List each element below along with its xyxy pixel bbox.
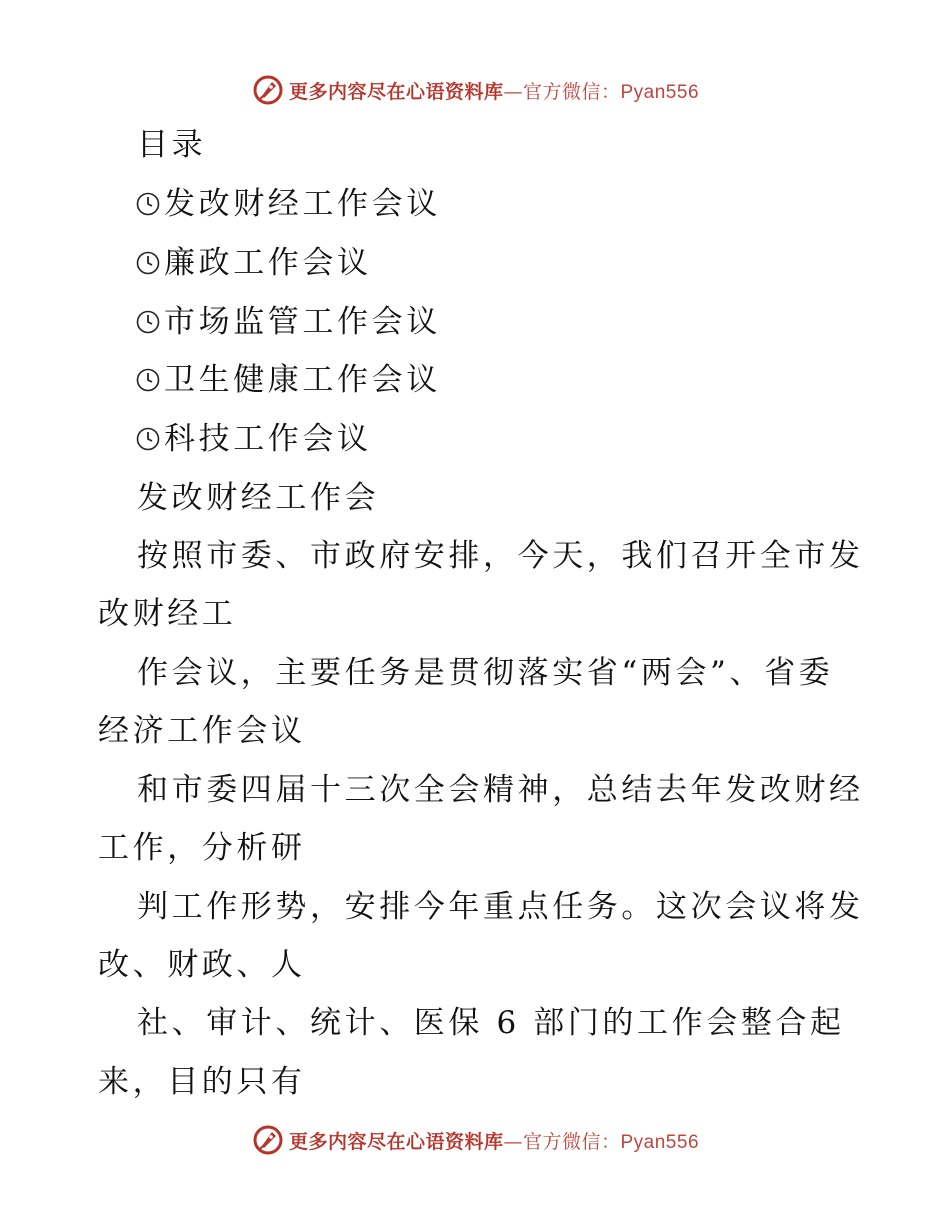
paragraph-line: 社、审计、统计、医保 6 部门的工作会整合起	[137, 1005, 845, 1041]
footer-banner	[0, 1120, 950, 1160]
toc-item-label: 廉政工作会议	[164, 245, 372, 281]
toc-item	[135, 302, 441, 342]
banner-text	[289, 1127, 699, 1154]
banner-brand-text: 更多内容尽在心语资料库	[288, 80, 504, 103]
toc-item-label: 市场监管工作会议	[164, 304, 441, 340]
clock-icon	[135, 309, 161, 335]
toc-item	[135, 419, 372, 459]
toc-item-label: 科技工作会议	[164, 421, 372, 457]
paragraph-line: 经济工作会议	[98, 713, 306, 749]
toc-item	[135, 360, 441, 400]
pen-nib-logo-icon	[251, 1123, 285, 1157]
toc-item-label: 发改财经工作会议	[164, 186, 441, 222]
banner-contact-id: Pyan556	[620, 81, 700, 103]
toc-item	[135, 243, 372, 283]
banner-separator: —	[503, 80, 523, 103]
paragraph-line: 作会议，主要任务是贯彻落实省“两会”、省委	[137, 655, 834, 691]
banner-contact-label: 官方微信：	[522, 1130, 621, 1153]
paragraph-line: 改财经工	[98, 596, 237, 632]
banner-contact-id: Pyan556	[620, 1131, 700, 1153]
clock-icon	[135, 250, 161, 276]
paragraph-line: 判工作形势，安排今年重点任务。这次会议将发	[137, 889, 864, 925]
toc-title: 目录	[137, 127, 207, 163]
clock-icon	[135, 191, 161, 217]
clock-icon	[135, 367, 161, 393]
paragraph-line: 和市委四届十三次全会精神，总结去年发改财经	[137, 772, 864, 808]
toc-item-label: 卫生健康工作会议	[164, 362, 441, 398]
banner-separator: —	[503, 1130, 523, 1153]
banner-brand-text: 更多内容尽在心语资料库	[288, 1130, 504, 1153]
section-heading: 发改财经工作会	[137, 480, 380, 516]
paragraph-line: 改、财政、人	[98, 947, 306, 983]
banner-contact-label: 官方微信：	[522, 80, 621, 103]
paragraph-line: 按照市委、市政府安排，今天，我们召开全市发	[137, 538, 864, 574]
clock-icon	[135, 426, 161, 452]
paragraph-line: 来，目的只有	[98, 1064, 306, 1100]
toc-item	[135, 184, 441, 224]
paragraph-line: 工作，分析研	[98, 830, 306, 866]
